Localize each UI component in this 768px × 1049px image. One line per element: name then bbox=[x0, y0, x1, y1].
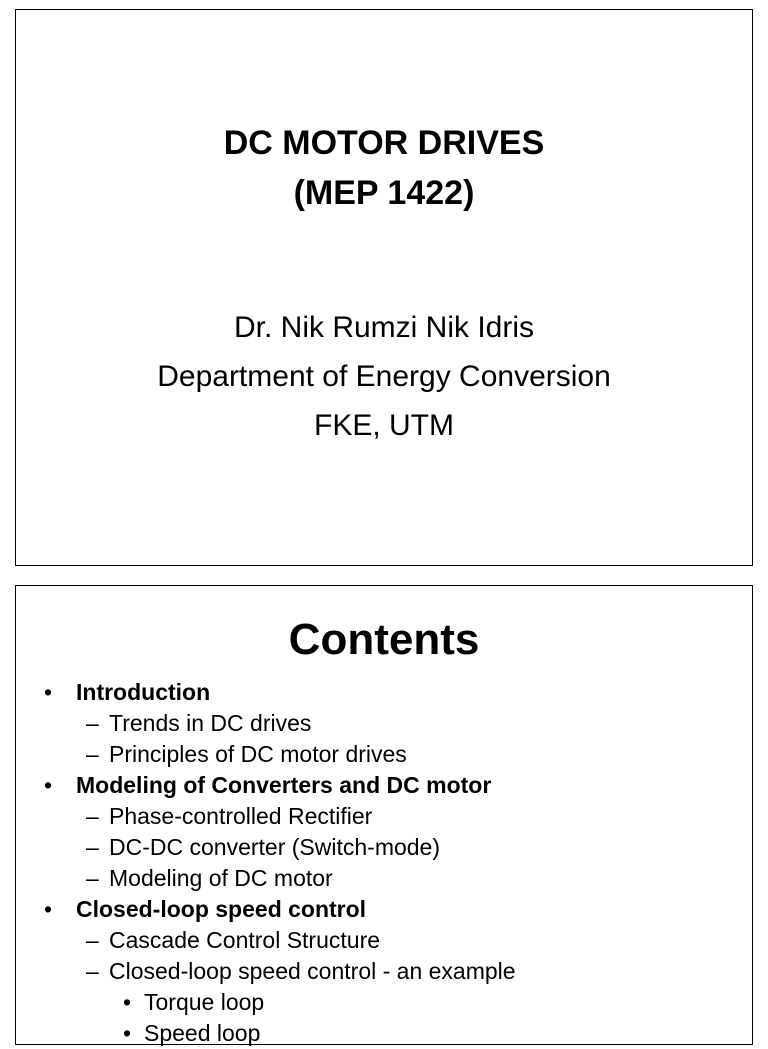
bullet-marker: • bbox=[44, 896, 53, 922]
institution-name: FKE, UTM bbox=[314, 409, 454, 442]
outline-item-text: Modeling of DC motor bbox=[109, 865, 333, 891]
outline-item-level-2 bbox=[16, 863, 752, 894]
bullet-marker: • bbox=[44, 772, 53, 798]
bullet-marker: • bbox=[123, 989, 132, 1015]
outline-item-level-2 bbox=[16, 832, 752, 863]
dash-marker: – bbox=[86, 710, 99, 736]
dash-marker: – bbox=[86, 927, 99, 953]
outline-item-level-1 bbox=[16, 770, 752, 801]
outline-item-text: Torque loop bbox=[144, 989, 265, 1015]
contents-title: Contents bbox=[288, 615, 480, 664]
outline-item-text: DC-DC converter (Switch-mode) bbox=[109, 834, 441, 860]
outline-item-text: Closed-loop speed control bbox=[76, 896, 367, 922]
dash-marker: – bbox=[86, 741, 99, 767]
bullet-marker: • bbox=[44, 679, 53, 705]
outline-item-level-2 bbox=[16, 708, 752, 739]
outline-item-text: Principles of DC motor drives bbox=[109, 741, 407, 767]
outline-item-level-2 bbox=[16, 739, 752, 770]
outline-item-level-2 bbox=[16, 925, 752, 956]
dash-marker: – bbox=[86, 865, 99, 891]
outline-item-level-3 bbox=[16, 987, 752, 1018]
outline-item-level-1 bbox=[16, 677, 752, 708]
outline-item-level-2 bbox=[16, 801, 752, 832]
outline-item-level-1 bbox=[16, 894, 752, 925]
bullet-marker: • bbox=[123, 1020, 132, 1046]
course-title: DC MOTOR DRIVES bbox=[223, 124, 545, 162]
department-name: Department of Energy Conversion bbox=[157, 360, 611, 393]
outline-item-text: Closed-loop speed control - an example bbox=[109, 958, 516, 984]
contents-outline bbox=[16, 677, 752, 1049]
author-name: Dr. Nik Rumzi Nik Idris bbox=[233, 311, 534, 344]
outline-item-text: Trends in DC drives bbox=[109, 710, 312, 736]
dash-marker: – bbox=[86, 958, 99, 984]
contents-slide bbox=[15, 585, 753, 1045]
dash-marker: – bbox=[86, 803, 99, 829]
outline-item-level-2 bbox=[16, 956, 752, 987]
outline-item-text: Speed loop bbox=[144, 1020, 261, 1046]
title-slide bbox=[15, 9, 753, 566]
dash-marker: – bbox=[86, 834, 99, 860]
outline-item-text: Cascade Control Structure bbox=[109, 927, 381, 953]
course-code: (MEP 1422) bbox=[293, 174, 475, 212]
outline-item-text: Introduction bbox=[76, 679, 211, 705]
outline-item-text: Phase-controlled Rectifier bbox=[109, 803, 373, 829]
outline-item-level-3 bbox=[16, 1018, 752, 1049]
outline-item-text: Modeling of Converters and DC motor bbox=[76, 772, 492, 798]
